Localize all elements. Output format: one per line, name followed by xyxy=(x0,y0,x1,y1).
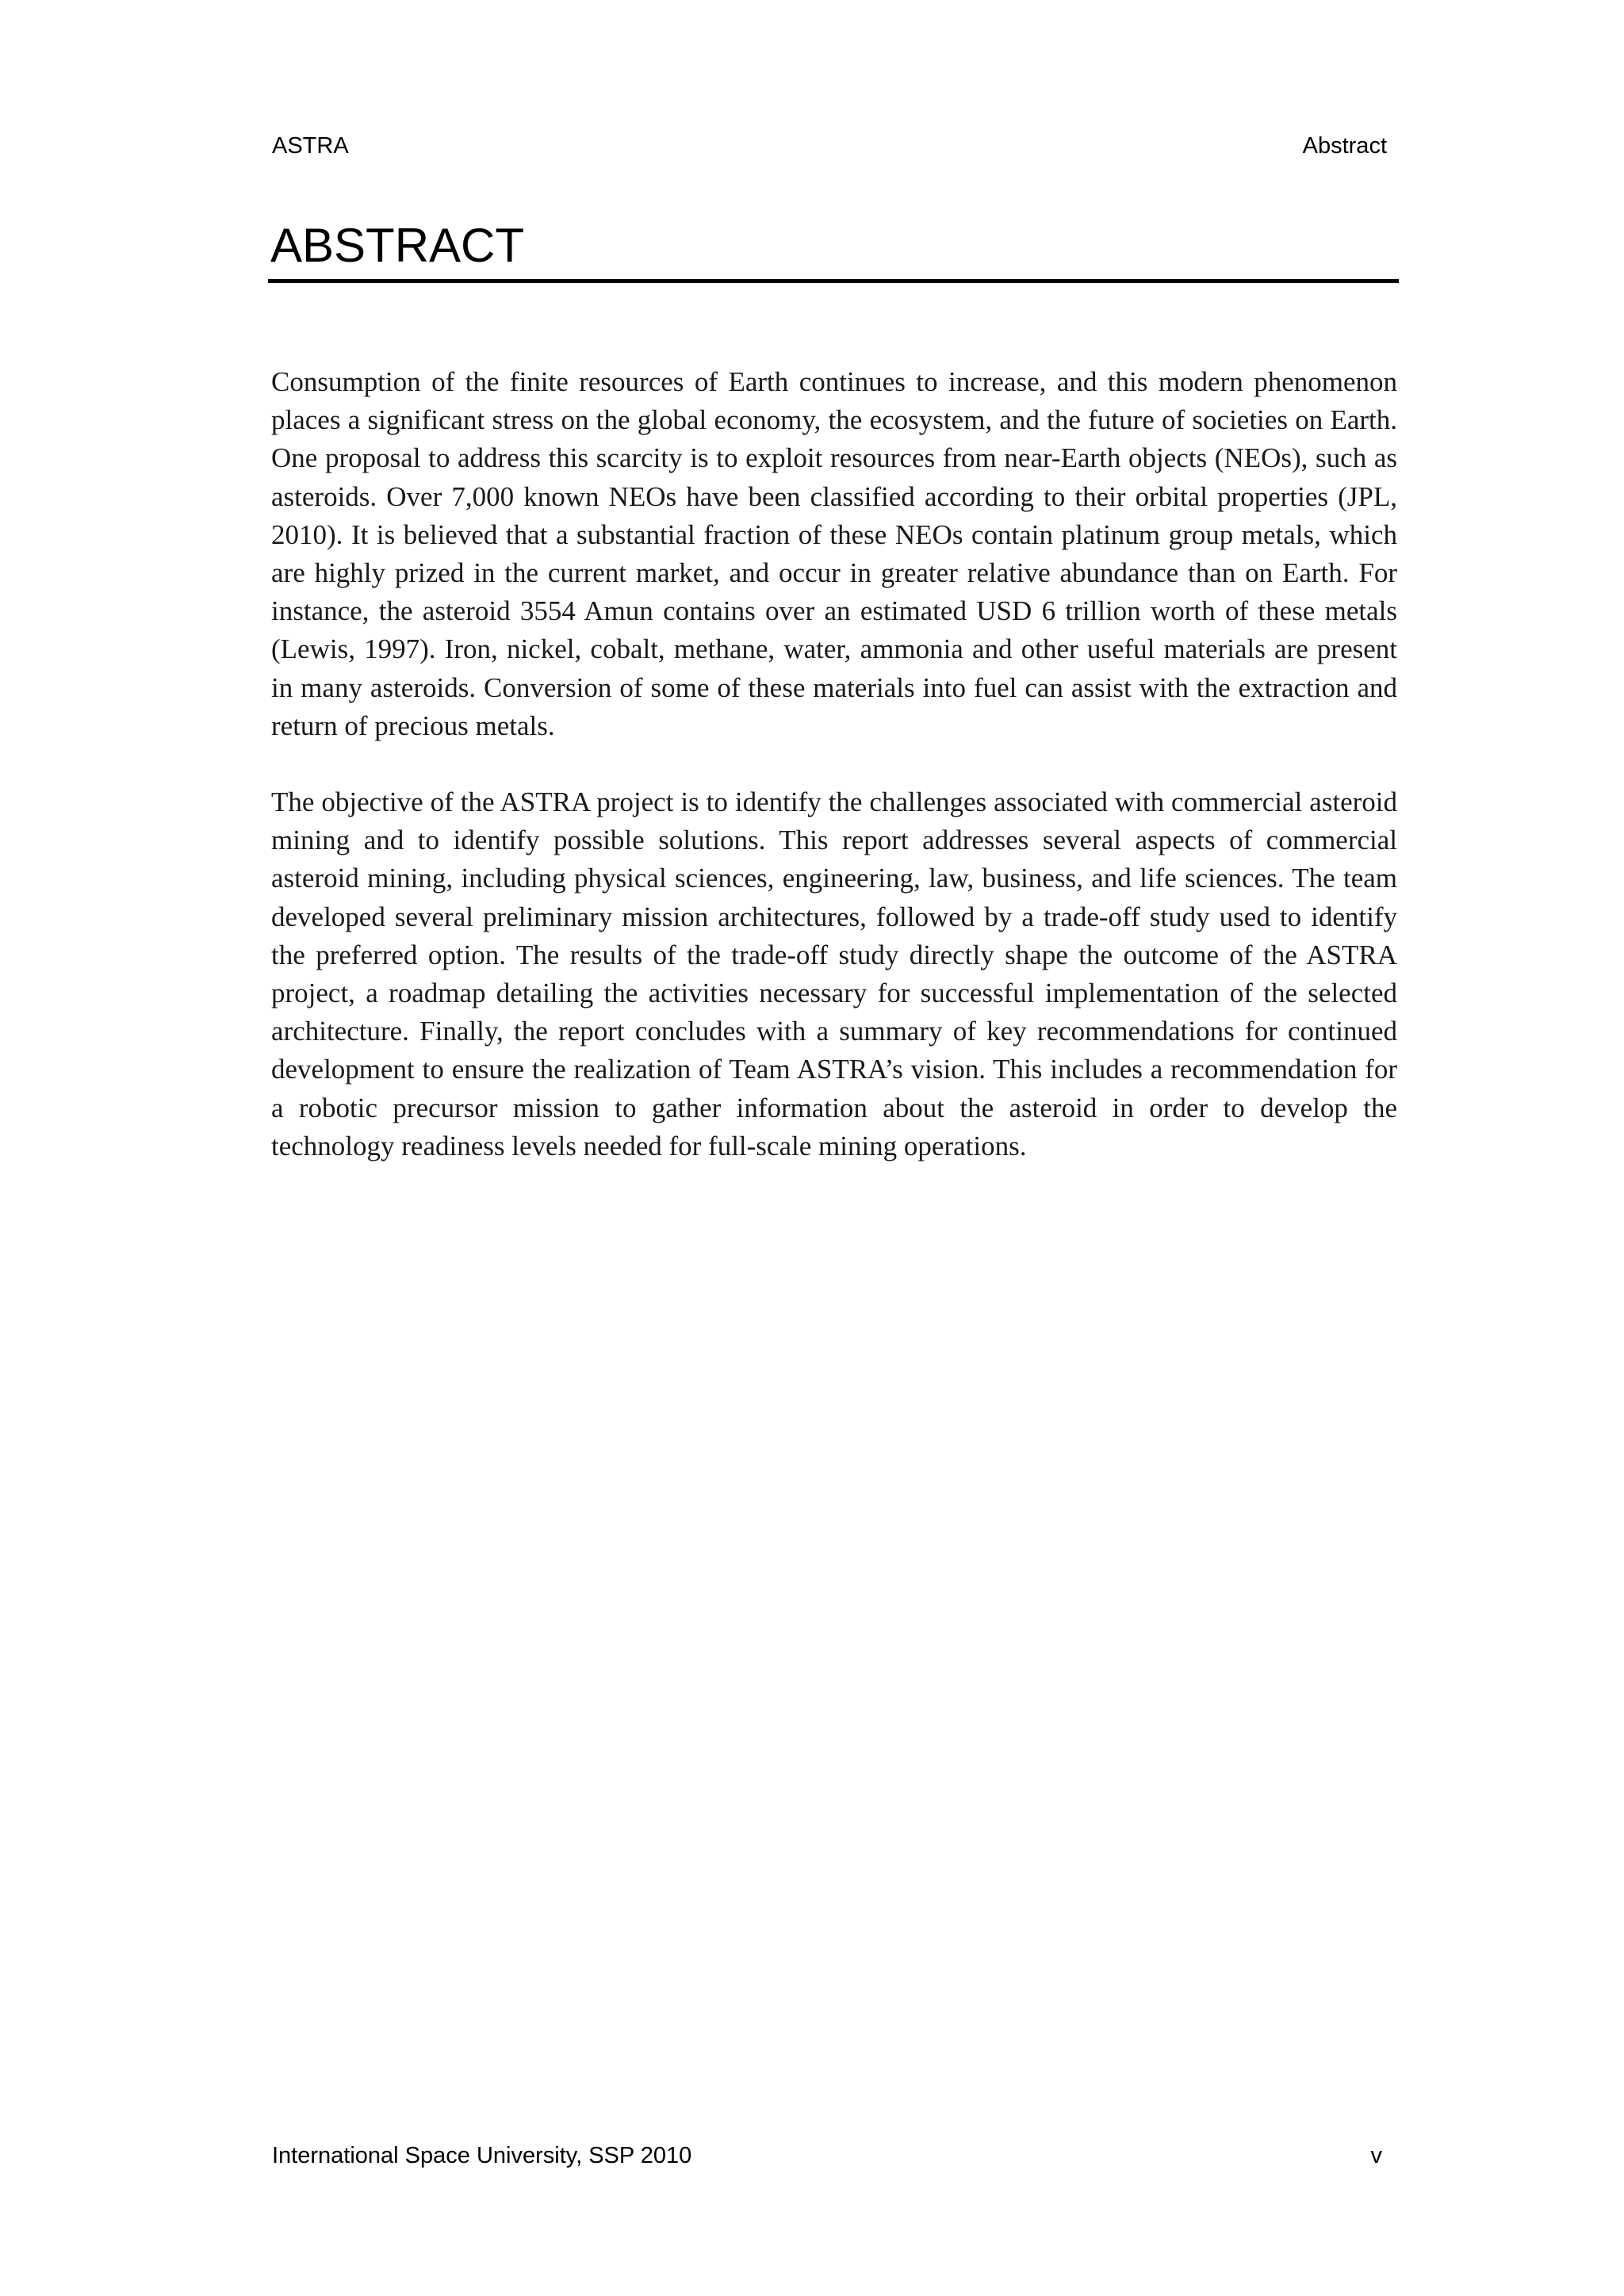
abstract-paragraph-2: The objective of the ASTRA project is to identify the challenges associated with commercial asteroid mining and to identify possible solutions. This report addresses several aspects of commercial asteroid mining, including physical sciences, engineering, law, business, and life sciences. The team developed several preliminary mission architectures, followed by a trade-off study used to identify the preferred option. The results of the trade-off study directly shape the outcome of the ASTRA project, a roadmap detailing the activities necessary for successful implementation of the selected architecture. Finally, the report concludes with a summary of key recommendations for continued development to ensure the realization of Team ASTRA’s vision. This includes a recommendation for a robotic precursor mission to gather information about the asteroid in order to develop the technology readiness levels needed for full-scale mining operations. xyxy=(271,786,1397,1161)
footer-institution: International Space University, SSP 2010 xyxy=(272,2143,692,2168)
page-number: v xyxy=(1370,2143,1382,2168)
running-footer xyxy=(270,2143,1396,2175)
section-title: ABSTRACT xyxy=(270,219,525,272)
abstract-paragraph-1: Consumption of the finite resources of Earth continues to increase, and this modern phenomenon places a significant stress on the global economy, the ecosystem, and the future of societies on Earth. One proposal to address this scarcity is to exploit resources from near-Earth objects (NEOs), such as asteroids. Over 7,000 known NEOs have been classified according to their orbital properties (JPL, 2010). It is believed that a substantial fraction of these NEOs contain platinum group metals, which are highly prized in the current market, and occur in greater relative abundance than on Earth. For instance, the asteroid 3554 Amun contains over an estimated USD 6 trillion worth of these metals (Lewis, 1997). Iron, nickel, cobalt, methane, water, ammonia and other useful materials are present in many asteroids. Conversion of some of these materials into fuel can assist with the extraction and return of precious metals. xyxy=(271,366,1397,741)
running-header xyxy=(270,133,1396,165)
header-document-name: ASTRA xyxy=(272,133,349,159)
header-section-name: Abstract xyxy=(1302,133,1387,159)
abstract-body xyxy=(271,363,1397,1203)
title-underline-rule xyxy=(268,279,1399,283)
